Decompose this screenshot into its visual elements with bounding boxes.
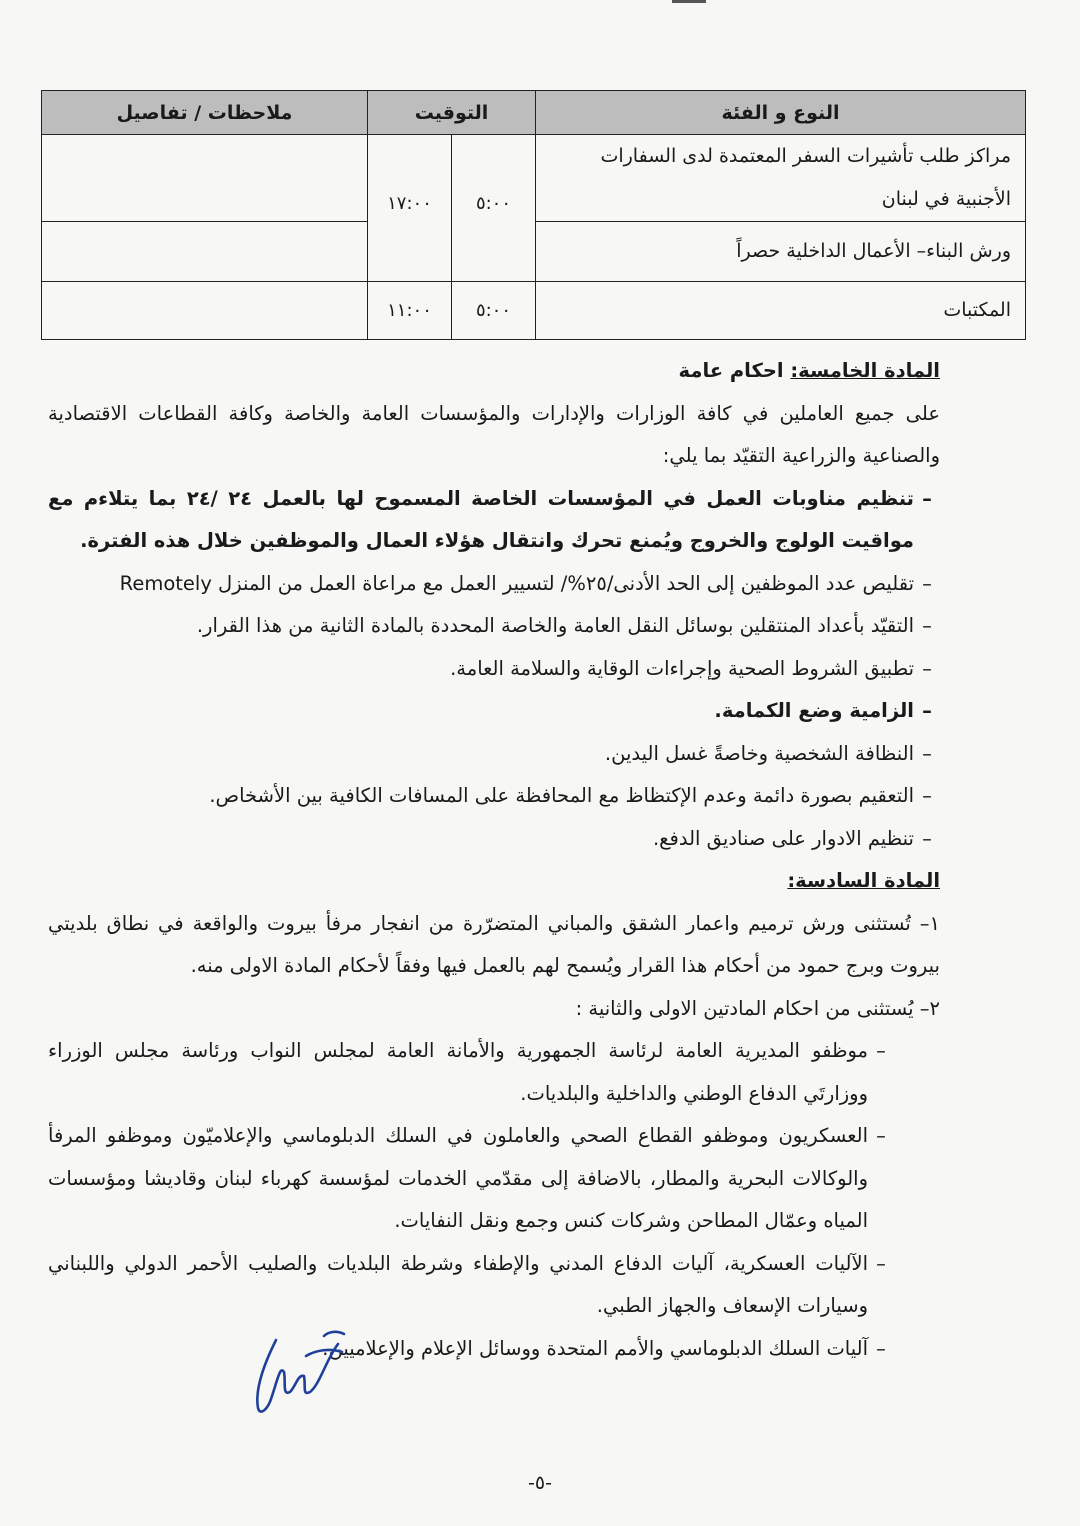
- row-time-to: ١١:٠٠: [368, 282, 452, 340]
- list-item: – التعقيم بصورة دائمة وعدم الإكتظاظ مع المحافظة على المسافات الكافية بين الأشخاص.: [48, 775, 940, 818]
- list-item: – النظافة الشخصية وخاصةً غسل اليدين.: [48, 733, 940, 776]
- dash-bullet: –: [922, 656, 932, 680]
- dash-bullet: –: [876, 1251, 886, 1275]
- list-item: – الآليات العسكرية، آليات الدفاع المدني والإطفاء وشرطة البلديات والصليب الأحمر الدولي واللبناني وسيارات الإسعاف والجهاز الطبي.: [48, 1243, 940, 1328]
- top-edge-mark: [672, 0, 706, 3]
- row-time-from: ٥:٠٠: [452, 282, 536, 340]
- article5-heading-line: [48, 350, 940, 393]
- article5-heading: المادة الخامسة:: [790, 359, 940, 382]
- article6-heading: المادة السادسة:: [787, 869, 940, 892]
- dash-bullet: –: [922, 699, 932, 722]
- dash-bullet: –: [876, 1039, 886, 1062]
- article6-point2: ٢– يُستثنى من احكام المادتين الاولى والثانية :: [575, 996, 940, 1020]
- list-item: – العسكريون وموظفو القطاع الصحي والعاملون في السلك الدبلوماسي والإعلاميّون وموظفو المرفأ والوكالات البحرية والمطار، بالاضافة إلى مقدّمي الخدمات لمؤسسة كهرباء لبنان وقاديشا ومؤسسات المياه وعمّال المطاحن وشركات كنس وجمع ونقل النفايات.: [48, 1115, 940, 1243]
- row-time-from: ٥:٠٠: [452, 135, 536, 282]
- list-item: – الزامية وضع الكمامة.: [48, 690, 940, 733]
- row-notes: [42, 282, 368, 340]
- table-row: [42, 135, 1026, 222]
- dash-bullet: –: [922, 741, 932, 765]
- list-item: – آليات السلك الدبلوماسي والأمم المتحدة ووسائل الإعلام والإعلاميين.: [48, 1328, 940, 1371]
- list-item: – التقيّد بأعداد المنتقلين بوسائل النقل العامة والخاصة المحددة بالمادة الثانية من هذا القرار.: [48, 605, 940, 648]
- list-item: – تنظيم الادوار على صناديق الدفع.: [48, 818, 940, 861]
- table-header-row: [42, 91, 1026, 135]
- header-time: التوقيت: [368, 91, 536, 135]
- page-number: -٥-: [528, 1472, 552, 1494]
- header-notes: ملاحظات / تفاصيل: [42, 91, 368, 135]
- list-item: – تقليص عدد الموظفين إلى الحد الأدنى/٢٥%/ لتسيير العمل مع مراعاة العمل من المنزل Remotely: [48, 563, 940, 606]
- list-item: – موظفو المديرية العامة لرئاسة الجمهورية والأمانة العامة لمجلس النواب ورئاسة مجلس الوزراء ووزارتَي الدفاع الوطني والداخلية والبلديات.: [48, 1030, 940, 1115]
- article5-heading-rest: احكام عامة: [678, 359, 791, 382]
- dash-bullet: –: [922, 614, 932, 637]
- list-item: – تطبيق الشروط الصحية وإجراءات الوقاية والسلامة العامة.: [48, 648, 940, 691]
- document-body: [48, 350, 940, 1370]
- list-item: – تنظيم مناوبات العمل في المؤسسات الخاصة المسموح لها بالعمل ٢٤ /٢٤ بما يتلاءم مع مواقيت الولوج والخروج ويُمنع تحرك وانتقال هؤلاء العمال والموظفين خلال هذه الفترة.: [48, 478, 940, 563]
- article6-point1: ١– تُستثنى ورش ترميم واعمار الشقق والمباني المتضرّرة من انفجار مرفأ بيروت والواقعة في نطاق بلديتي بيروت وبرج حمود من أحكام هذا القرار ويُسمح لهم بالعمل فيها وفقاً لأحكام المادة الاولى منه.: [48, 911, 940, 977]
- row-notes: [42, 222, 368, 282]
- schedule-table: [41, 90, 1026, 340]
- dash-bullet: –: [922, 784, 932, 807]
- article6-heading-line: [48, 860, 940, 903]
- dash-bullet: –: [922, 826, 932, 850]
- row-time-to: ١٧:٠٠: [368, 135, 452, 282]
- dash-bullet: –: [876, 1124, 886, 1147]
- row-type: المكتبات: [536, 282, 1026, 340]
- table-row: [42, 282, 1026, 340]
- row-type: ورش البناء– الأعمال الداخلية حصراً: [536, 222, 1026, 282]
- dash-bullet: –: [922, 571, 932, 595]
- handwritten-signature: [246, 1326, 356, 1422]
- dash-bullet: –: [922, 486, 932, 510]
- row-notes: [42, 135, 368, 222]
- row-type: مراكز طلب تأشيرات السفر المعتمدة لدى السفارات الأجنبية في لبنان: [536, 135, 1026, 222]
- dash-bullet: –: [876, 1336, 886, 1360]
- header-type: النوع و الفئة: [536, 91, 1026, 135]
- article5-intro: على جميع العاملين في كافة الوزارات والإدارات والمؤسسات العامة والخاصة وكافة القطاعات الاقتصادية والصناعية والزراعية التقيّد بما يلي:: [48, 401, 940, 467]
